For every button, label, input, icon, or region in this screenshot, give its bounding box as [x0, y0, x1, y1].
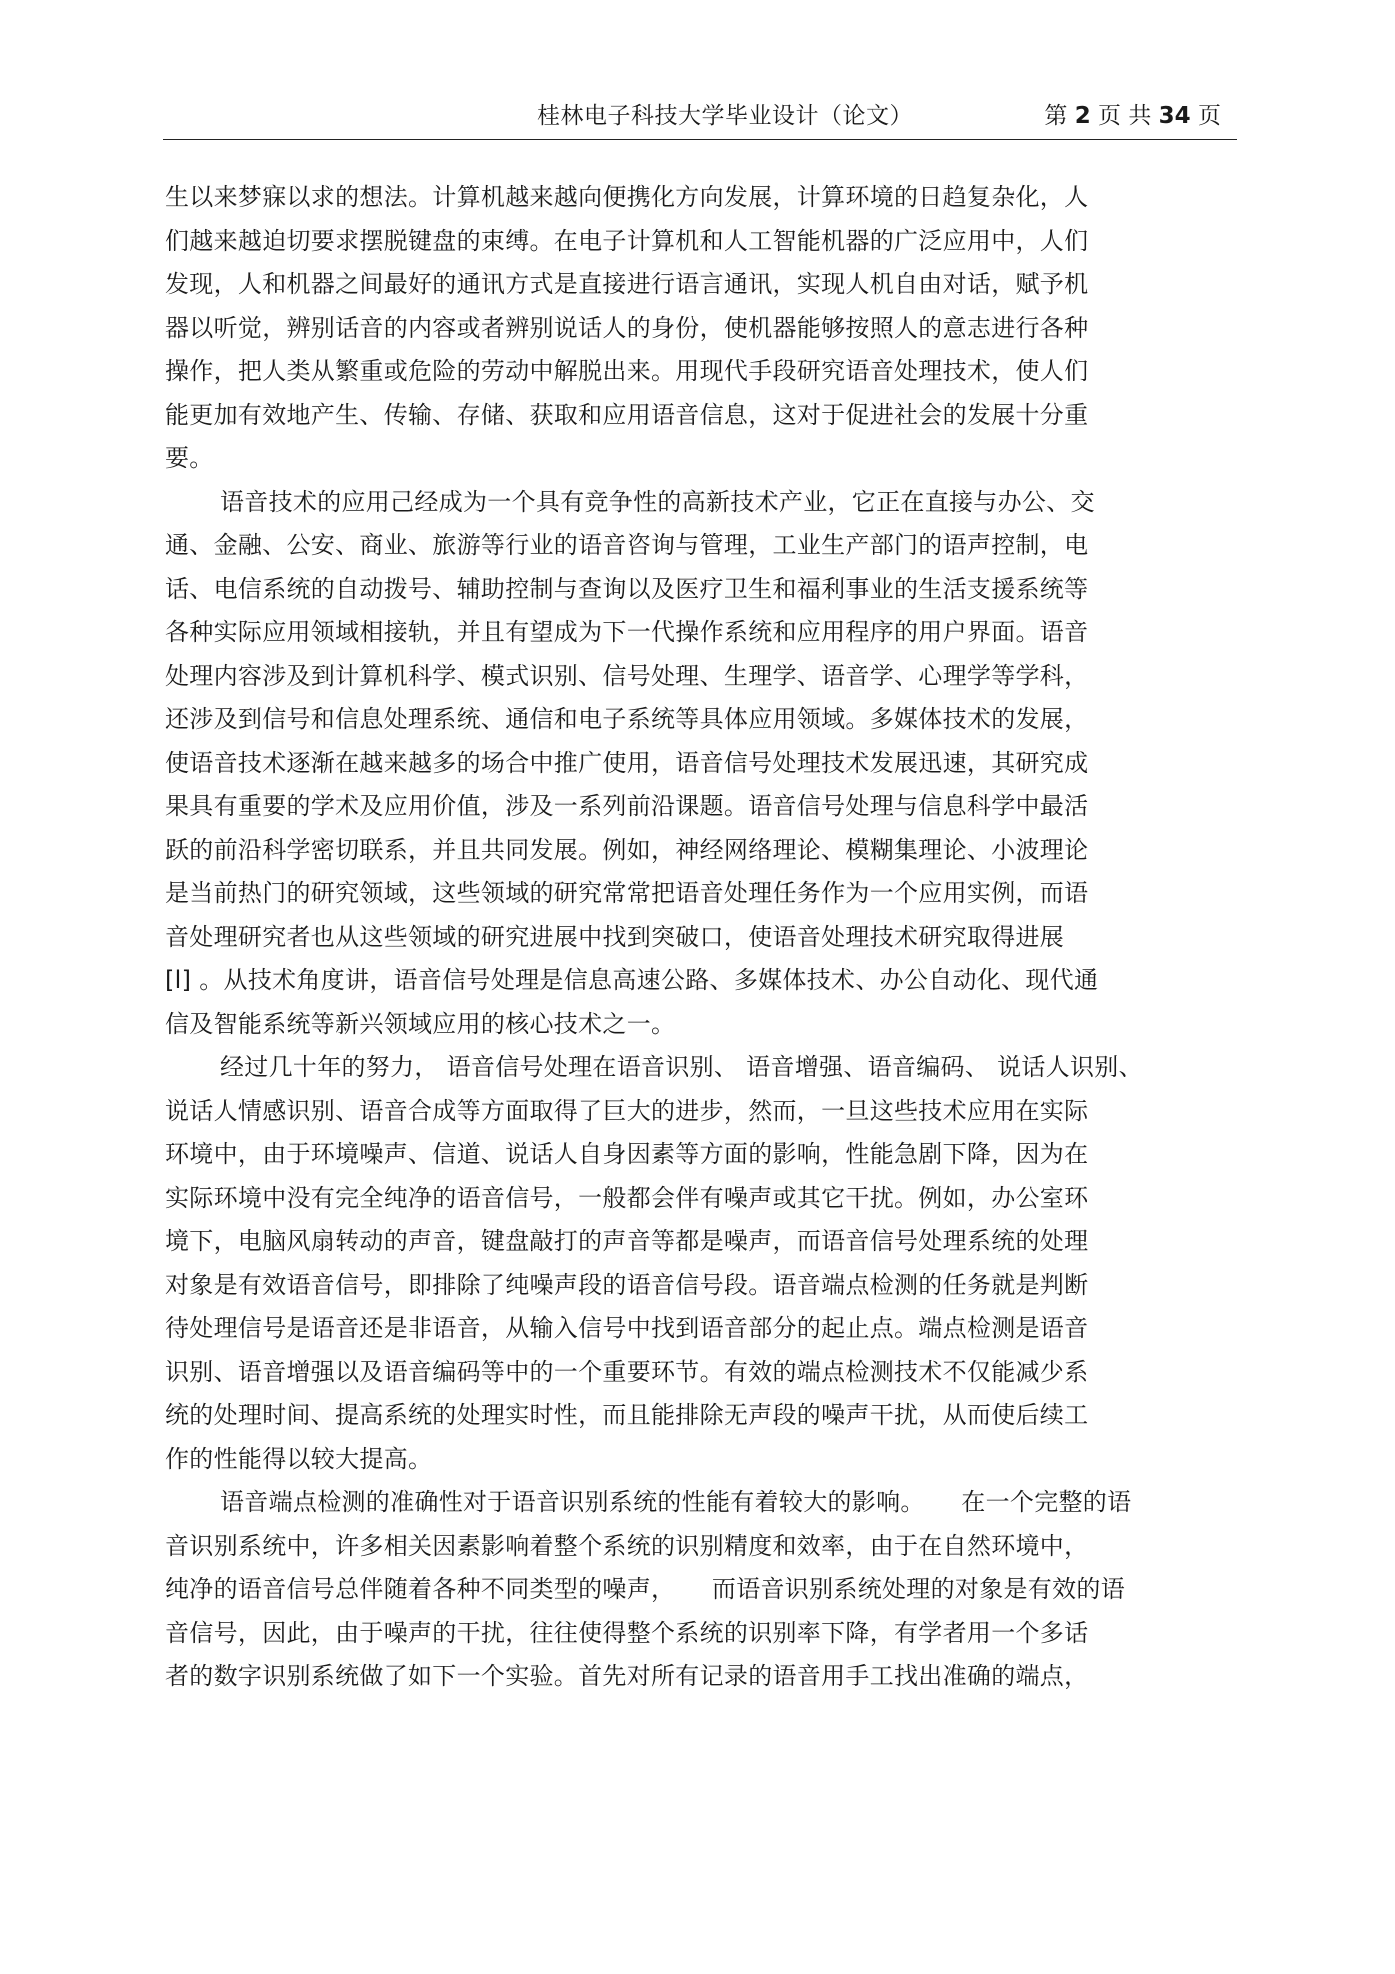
text-line: 信及智能系统等新兴领域应用的核心技术之一。: [165, 1009, 676, 1038]
page-current: 2: [1074, 103, 1091, 129]
text-line: 操作，把人类从繁重或危险的劳动中解脱出来。用现代手段研究语音处理技术，使人们: [165, 357, 1089, 385]
page-prefix: 第: [1044, 103, 1068, 129]
page-mid2: 共: [1128, 103, 1152, 129]
text-line: 跃的前沿科学密切联系，并且共同发展。例如，神经网络理论、模糊集理论、小波理论: [165, 835, 1089, 864]
text-line: 说话人情感识别、语音合成等方面取得了巨大的进步，然而，一旦这些技术应用在实际: [165, 1096, 1089, 1125]
paragraph-1: [165, 176, 1225, 481]
text-line: 识别、语音增强以及语音编码等中的一个重要环节。有效的端点检测技术不仅能减少系: [165, 1357, 1089, 1386]
text-line: [l] 。从技术角度讲，语音信号处理是信息高速公路、多媒体技术、办公自动化、现代通: [165, 966, 1099, 994]
text-line: 实际环境中没有完全纯净的语音信号，一般都会伴有噪声或其它干扰。例如，办公室环: [165, 1183, 1089, 1212]
text-line: 们越来越迫切要求摆脱键盘的束缚。在电子计算机和人工智能机器的广泛应用中，人们: [165, 226, 1089, 255]
page-suffix: 页: [1198, 103, 1221, 129]
text-line: 待处理信号是语音还是非语音，从输入信号中找到语音部分的起止点。端点检测是语音: [165, 1314, 1089, 1342]
body-text: [165, 176, 1225, 1699]
paragraph-2: [165, 481, 1225, 1047]
text-line: 是当前热门的研究领域，这些领域的研究常常把语音处理任务作为一个应用实例，而语: [165, 879, 1089, 907]
text-line: 对象是有效语音信号，即排除了纯噪声段的语音信号段。语音端点检测的任务就是判断: [165, 1270, 1089, 1299]
text-line: 能更加有效地产生、传输、存储、获取和应用语音信息，这对于促进社会的发展十分重: [165, 400, 1089, 429]
header-divider: [163, 139, 1237, 140]
page-mid1: 页: [1098, 103, 1122, 129]
text-line: 环境中，由于环境噪声、信道、说话人自身因素等方面的影响，性能急剧下降，因为在: [165, 1140, 1089, 1168]
header-title: 桂林电子科技大学毕业设计（论文）: [537, 103, 913, 129]
text-line: 还涉及到信号和信息处理系统、通信和电子系统等具体应用领域。多媒体技术的发展，: [165, 705, 1089, 733]
text-line: 通、金融、公安、商业、旅游等行业的语音咨询与管理，工业生产部门的语声控制，电: [165, 531, 1089, 559]
text-line: 果具有重要的学术及应用价值，涉及一系列前沿课题。语音信号处理与信息科学中最活: [165, 792, 1089, 820]
paragraph-3: [165, 1046, 1225, 1481]
text-line: 经过几十年的努力， 语音信号处理在语音识别、 语音增强、语音编码、 说话人识别、: [220, 1053, 1143, 1081]
text-line: 境下，电脑风扇转动的声音，键盘敲打的声音等都是噪声，而语音信号处理系统的处理: [165, 1227, 1089, 1255]
text-line: 使语音技术逐渐在越来越多的场合中推广使用，语音信号处理技术发展迅速，其研究成: [165, 748, 1089, 777]
text-line: 发现，人和机器之间最好的通讯方式是直接进行语言通讯，实现人机自由对话，赋予机: [165, 270, 1089, 298]
text-line: 纯净的语音信号总伴随着各种不同类型的噪声， 而语音识别系统处理的对象是有效的语: [165, 1575, 1125, 1603]
text-line: 语音端点检测的准确性对于语音识别系统的性能有着较大的影响。 在一个完整的语: [220, 1488, 1132, 1516]
text-line: 作的性能得以较大提高。: [165, 1444, 433, 1473]
paragraph-4: [165, 1481, 1225, 1699]
page-number: [1044, 98, 1221, 134]
text-line: 统的处理时间、提高系统的处理实时性，而且能排除无声段的噪声干扰，从而使后续工: [165, 1401, 1089, 1429]
text-line: 要。: [165, 444, 214, 472]
text-line: 话、电信系统的自动拨号、辅助控制与查询以及医疗卫生和福利事业的生活支援系统等: [165, 574, 1089, 603]
text-line: 器以听觉，辨别话音的内容或者辨别说话人的身份，使机器能够按照人的意志进行各种: [165, 313, 1089, 342]
text-line: 音处理研究者也从这些领域的研究进展中找到突破口，使语音处理技术研究取得进展: [165, 922, 1065, 951]
text-line: 各种实际应用领域相接轨，并且有望成为下一代操作系统和应用程序的用户界面。语音: [165, 618, 1089, 646]
text-line: 语音技术的应用己经成为一个具有竞争性的高新技术产业，它正在直接与办公、交: [220, 487, 1095, 516]
text-line: 者的数字识别系统做了如下一个实验。首先对所有记录的语音用手工找出准确的端点，: [165, 1662, 1089, 1690]
text-line: 音识别系统中，许多相关因素影响着整个系统的识别精度和效率，由于在自然环境中，: [165, 1531, 1089, 1560]
text-line: 音信号，因此，由于噪声的干扰，往往使得整个系统的识别率下降，有学者用一个多话: [165, 1618, 1089, 1647]
text-line: 处理内容涉及到计算机科学、模式识别、信号处理、生理学、语音学、心理学等学科，: [165, 661, 1089, 690]
page-header: [163, 98, 1235, 134]
page-total: 34: [1158, 103, 1191, 129]
text-line: 生以来梦寐以求的想法。计算机越来越向便携化方向发展，计算环境的日趋复杂化，人: [165, 183, 1089, 211]
